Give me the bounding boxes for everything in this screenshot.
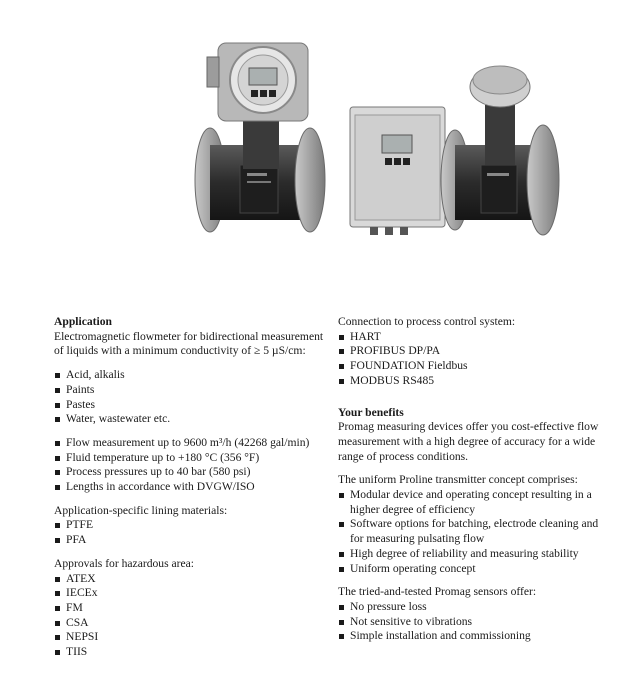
- remote-flowmeter: [350, 66, 559, 235]
- list-item: PROFIBUS DP/PA: [338, 344, 608, 359]
- left-column: [54, 315, 324, 660]
- list-item: High degree of reliability and measuring stability: [338, 547, 608, 562]
- product-photo: [185, 35, 565, 240]
- media-list: [54, 368, 324, 427]
- list-item: MODBUS RS485: [338, 374, 608, 389]
- right-column: [338, 315, 608, 644]
- list-item: FOUNDATION Fieldbus: [338, 359, 608, 374]
- list-item: Software options for batching, electrode cleaning and for measuring pulsating flow: [338, 517, 608, 546]
- application-text: Electromagnetic flowmeter for bidirectional measurement of liquids with a minimum conductivity of ≥ 5 µS/cm:: [54, 329, 324, 358]
- approvals-list: [54, 572, 324, 660]
- connection-list: [338, 330, 608, 389]
- lining-intro: Application-specific lining materials:: [54, 503, 228, 517]
- list-item: Fluid temperature up to +180 °C (356 °F): [54, 451, 324, 466]
- proline-intro: The uniform Proline transmitter concept comprises:: [338, 473, 578, 487]
- list-item: ATEX: [54, 572, 324, 587]
- list-item: IECEx: [54, 586, 324, 601]
- proline-list: [338, 488, 608, 576]
- application-heading: Application: [54, 315, 112, 328]
- sensors-intro: The tried-and-tested Promag sensors offer:: [338, 585, 537, 599]
- list-item: Simple installation and commissioning: [338, 629, 608, 644]
- list-item: Modular device and operating concept resulting in a higher degree of efficiency: [338, 488, 608, 517]
- list-item: FM: [54, 601, 324, 616]
- spec-list: [54, 436, 324, 495]
- compact-flowmeter: [195, 43, 325, 232]
- list-item: Paints: [54, 383, 324, 398]
- sensors-list: [338, 600, 608, 644]
- list-item: Flow measurement up to 9600 m³/h (42268 gal/min): [54, 436, 324, 451]
- list-item: HART: [338, 330, 608, 345]
- list-item: Acid, alkalis: [54, 368, 324, 383]
- list-item: TIIS: [54, 645, 324, 660]
- list-item: Not sensitive to vibrations: [338, 615, 608, 630]
- list-item: Process pressures up to 40 bar (580 psi): [54, 465, 324, 480]
- list-item: Lengths in accordance with DVGW/ISO: [54, 480, 324, 495]
- lining-list: [54, 518, 324, 547]
- benefits-heading: Your benefits: [338, 405, 404, 419]
- connection-intro: Connection to process control system:: [338, 315, 516, 328]
- list-item: PFA: [54, 533, 324, 548]
- list-item: PTFE: [54, 518, 324, 533]
- benefits-text: Promag measuring devices offer you cost-effective flow measurement with a high degree of accuracy for a wide range of process conditions.: [338, 420, 599, 463]
- approvals-intro: Approvals for hazardous area:: [54, 556, 195, 570]
- list-item: CSA: [54, 616, 324, 631]
- list-item: No pressure loss: [338, 600, 608, 615]
- list-item: Pastes: [54, 398, 324, 413]
- list-item: Uniform operating concept: [338, 562, 608, 577]
- list-item: Water, wastewater etc.: [54, 412, 324, 427]
- list-item: NEPSI: [54, 630, 324, 645]
